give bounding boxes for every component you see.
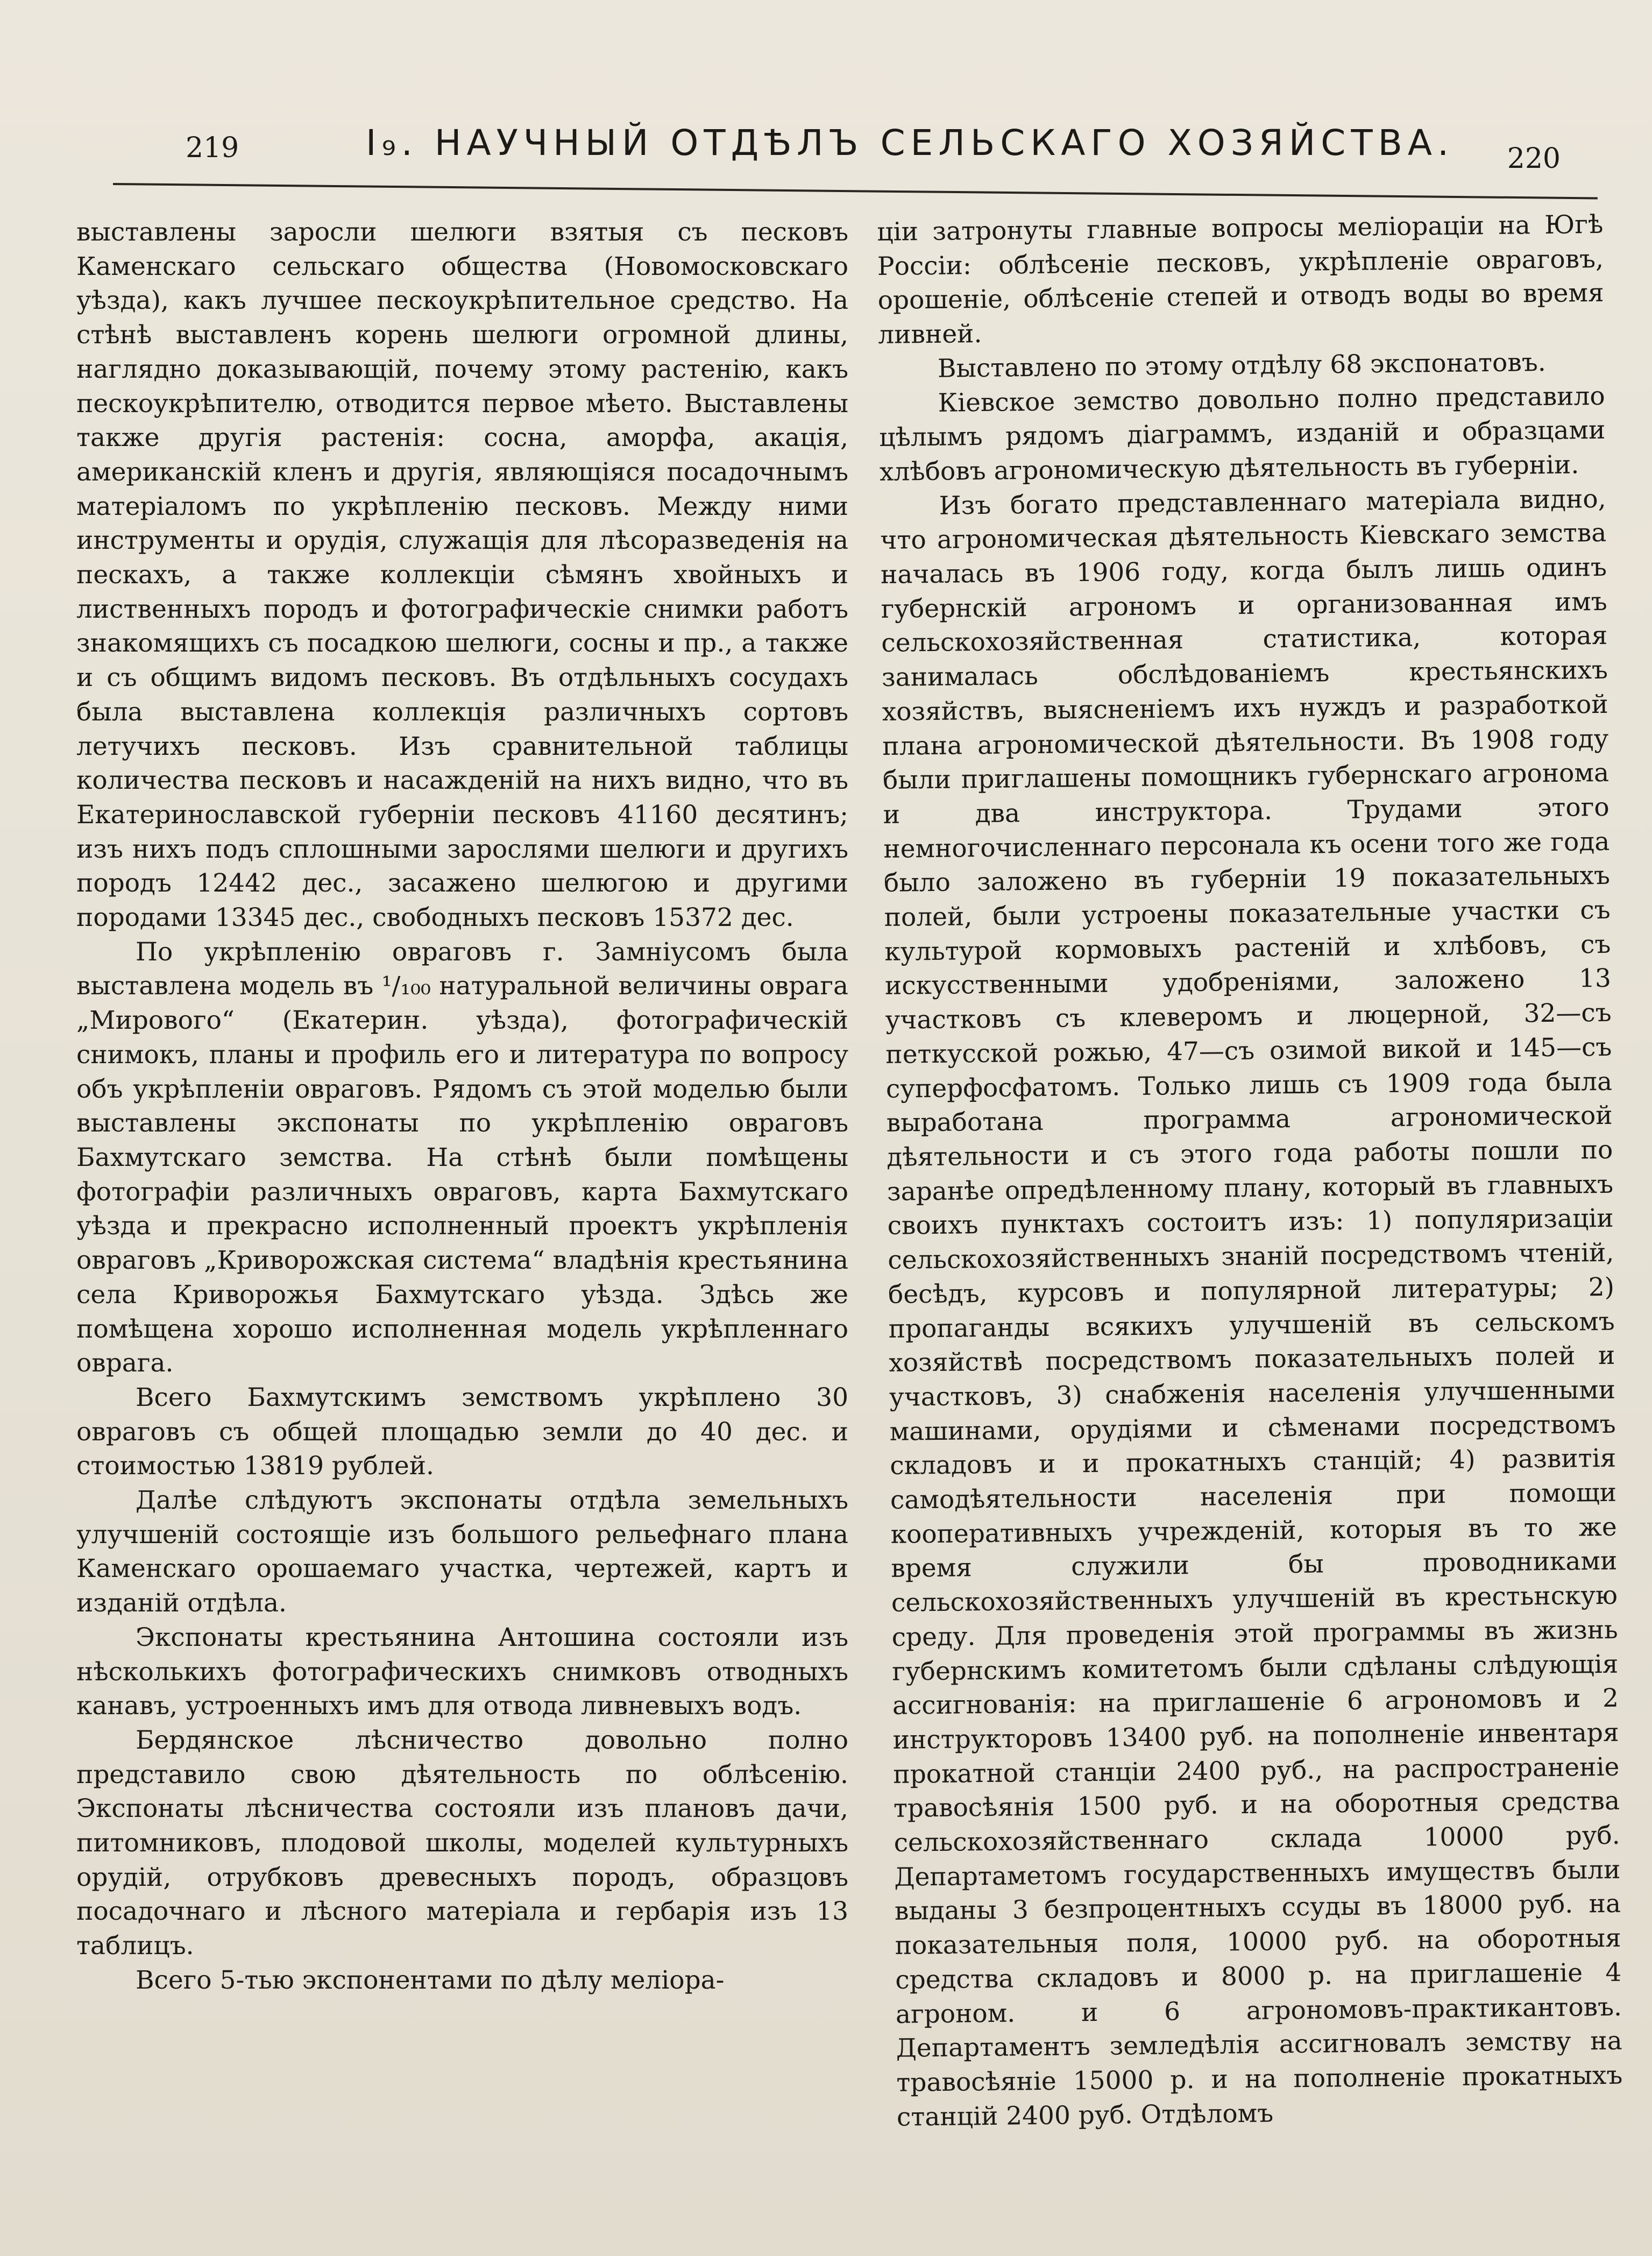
page-number-left: 219 bbox=[186, 132, 239, 164]
header-rule bbox=[113, 183, 1598, 199]
paragraph: Выставлено по этому отдѣлу 68 экспонатовъ. bbox=[937, 347, 1546, 384]
running-title: I₉. НАУЧНЫЙ ОТДѢЛЪ СЕЛЬСКАГО ХОЗЯЙСТВА. bbox=[366, 122, 1455, 164]
page-header bbox=[113, 116, 1582, 175]
right-column bbox=[877, 208, 1623, 2134]
paragraph: Изъ богато представленнаго матеріала видно, что агрономическая дѣятельность Кіевскаго земства началась въ 1906 году, когда былъ лишь одинъ губернскій агрономъ и организованная имъ сельскохозяйственная статистика, которая занималась обслѣдованіемъ крестьянскихъ хозяйствъ, выясненіемъ ихъ нуждъ и разработкой плана агрономической дѣятельности. Въ 1908 году были приглашены помощникъ губернскаго агронома и два инструктора. Трудами этого немногочисленнаго персонала къ осени того же года было заложено въ губерніи 19 показательныхъ полей, были устроены показательные участки съ культурой кормовыхъ растеній и хлѣбовъ, съ искусственными удобреніями, заложено 13 участковъ съ клеверомъ и люцерной, 32—съ петкусской рожью, 47—съ озимой викой и 145—съ суперфосфатомъ. Только лишь съ 1909 года была выработана программа агрономической дѣятельности и съ этого года работы пошли по заранѣе опредѣленному плану, который въ главныхъ своихъ пунктахъ состоитъ изъ: 1) популяризаціи сельскохозяйственныхъ знаній посредствомъ чтеній, бесѣдъ, курсовъ и популярной литературы; 2) пропаганды всякихъ улучшеній въ сельскомъ хозяйствѣ посредствомъ показательныхъ полей и участковъ, 3) снабженія населенія улучшенными машинами, орудіями и сѣменами посредствомъ складовъ и и прокатныхъ станцій; 4) развитія самодѣятельности населенія при помощи кооперативныхъ учрежденій, которыя въ то же время служили бы проводниками сельскохозяйственныхъ улучшеній въ крестьнскую среду. Для проведенія этой программы въ жизнь губернскимъ комитетомъ были сдѣланы слѣдующія ассигнованія: на приглашеніе 6 агрономовъ и 2 инструкторовъ 13400 руб. на пополненіе инвентаря прокатной станціи 2400 руб., на распространеніе травосѣянія 1500 руб. и на оборотныя средства сельскохозяйственнаго склада 10000 руб. Департаметомъ государственныхъ имуществъ были выданы 3 безпроцентныхъ ссуды въ 18000 руб. на показательныя поля, 10000 руб. на оборотныя средства складовъ и 8000 р. на приглашеніе 4 агроном. и 6 агрономовъ-практикантовъ. Департаментъ земледѣлія ассигновалъ земству на травосѣяніе 15000 р. и на пополненіе прокатныхъ станцій 2400 руб. Отдѣломъ bbox=[880, 484, 1623, 2132]
page-number-right: 220 bbox=[1507, 143, 1561, 175]
paragraph: Экспонаты крестьянина Антошина состояли изъ нѣсколькихъ фотографическихъ снимковъ отводныхъ канавъ, устроенныхъ имъ для отвода ливневыхъ водъ. bbox=[76, 1622, 848, 1721]
left-column bbox=[76, 215, 848, 1998]
paragraph: выставлены заросли шелюги взятыя съ песковъ Каменскаго сельскаго общества (Новомосковскаго уѣзда), какъ лучшее пескоукрѣпительное средство. На стѣнѣ выставленъ корень шелюги огромной длины, наглядно доказывающій, почему этому растенію, какъ пескоукрѣпителю, отводится первое мѣето. Выставлены также другія растенія: сосна, аморфа, акація, американскій кленъ и другія, являющіяся посадочнымъ матеріаломъ по укрѣпленію песковъ. Между ними инструменты и орудія, служащія для лѣсоразведенія на пескахъ, а также коллекціи сѣмянъ хвойныхъ и лиственныхъ породъ и фотографическіе снимки работъ знакомящихъ съ посадкою шелюги, сосны и пр., а также и съ общимъ видомъ песковъ. Въ отдѣльныхъ сосудахъ была выставлена коллекція различныхъ сортовъ летучихъ песковъ. Изъ сравнительной таблицы количества песковъ и насажденій на нихъ видно, что въ Екатеринославской губерніи песковъ 41160 десятинъ; изъ нихъ подъ сплошными зарослями шелюги и другихъ породъ 12442 дес., засажено шелюгою и другими породами 13345 дес., свободныхъ песковъ 15372 дес. bbox=[76, 217, 848, 933]
paragraph: Далѣе слѣдуютъ экспонаты отдѣла земельныхъ улучшеній состоящіе изъ большого рельефнаго плана Каменскаго орошаемаго участка, чертежей, картъ и изданій отдѣла. bbox=[76, 1486, 848, 1618]
paragraph: Кіевское земство довольно полно представило цѣлымъ рядомъ діаграммъ, изданій и образцами хлѣбовъ агрономическую дѣятельность въ губерніи. bbox=[879, 381, 1606, 487]
paragraph: Бердянское лѣсничество довольно полно представило свою дѣятельность по облѣсенію. Экспонаты лѣсничества состояли изъ плановъ дачи, питомниковъ, плодовой школы, моделей культурныхъ орудій, отрубковъ древесныхъ породъ, образцовъ посадочнаго и лѣсного матеріала и гербарія изъ 13 таблицъ. bbox=[76, 1725, 848, 1961]
paragraph: Всего Бахмутскимъ земствомъ укрѣплено 30 овраговъ съ общей площадью земли до 40 дес. и стоимостью 13819 рублей. bbox=[76, 1382, 848, 1481]
paragraph: Всего 5-тью экспонентами по дѣлу меліора- bbox=[136, 1965, 725, 1995]
paragraph: ціи затронуты главные вопросы меліораціи на Югѣ Россіи: облѣсеніе песковъ, укрѣпленіе овраговъ, орошеніе, облѣсеніе степей и отводъ воды во время ливней. bbox=[877, 209, 1604, 350]
paragraph: По укрѣпленію овраговъ г. Замніусомъ была выставлена модель въ ¹/₁₀₀ натуральной величины оврага „Мирового“ (Екатерин. уѣзда), фотографическій снимокъ, планы и профиль его и литература по вопросу объ укрѣпленіи овраговъ. Рядомъ съ этой моделью были выставлены экспонаты по укрѣпленію овраговъ Бахмутскаго земства. На стѣнѣ были помѣщены фотографіи различныхъ овраговъ, карта Бахмутскаго уѣзда и прекрасно исполненный проектъ укрѣпленія овраговъ „Криворожская система“ владѣнія крестьянина села Криворожья Бахмутскаго уѣзда. Здѣсь же помѣщена хорошо исполненная модель укрѣпленнаго оврага. bbox=[76, 937, 848, 1378]
